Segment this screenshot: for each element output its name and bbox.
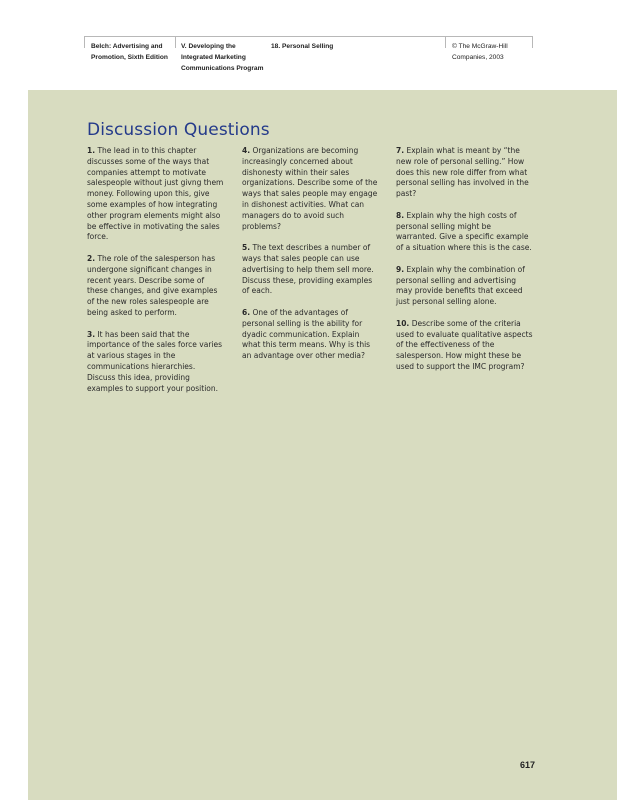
header-divider [175,36,176,48]
question-column-1 [87,146,225,405]
header-chapter: 18. Personal Selling [271,43,334,50]
question-1: 1. The lead in to this chapter discusses some of the ways that companies attempt to motivate salespeople without just givng them money. Following upon this, give some examples of how integrating other program elements might also be effective in motivating the sales force. [87,146,224,242]
question-column-2 [242,146,380,373]
header-rule [84,36,532,37]
question-2: 2. The role of the salesperson has undergone significant changes in recent years. Describe some of these changes, and give examples of the new roles salespeople are being asked to perform. [87,253,218,317]
page-number: 617 [520,760,536,770]
header-part: V. Developing the Integrated Marketing Communications Program [181,43,264,72]
question-9: 9. Explain why the combination of personal selling and advertising may provide benefits that exceed just personal selling alone. [396,264,525,307]
header-divider [445,36,446,48]
question-7: 7. Explain what is meant by “the new role of personal selling.” How does this new role differ from what personal selling has involved in the past? [396,146,529,199]
question-6: 6. One of the advantages of personal selling is the ability for dyadic communication. Explain what this term means. Why is this an advantage over other media? [242,307,371,361]
question-5: 5. The text describes a number of ways that sales people can use advertising to help them sell more. Discuss these, providing examples of each. [242,243,374,296]
running-header [0,0,617,90]
header-divider [84,36,85,48]
header-copyright: © The McGraw-Hill Companies, 2003 [452,43,508,61]
question-3: 3. It has been said that the importance of the sales force varies at various stages in the communications hierarchies. Discuss this idea, providing examples to support your position. [87,329,223,393]
question-column-3 [396,146,534,384]
page-title: Discussion Questions [87,120,270,140]
question-8: 8. Explain why the high costs of personal selling might be warranted. Give a specific example of a situation where this is the case. [396,210,532,253]
question-10: 10. Describe some of the criteria used to evaluate qualitative aspects of the effectiveness of the salesperson. How might these be used to support the IMC program? [396,318,533,371]
header-book: Belch: Advertising and Promotion, Sixth Edition [91,43,168,61]
header-divider [532,36,533,48]
question-4: 4. Organizations are becoming increasingly concerned about dishonesty within their sales organizations. Describe some of the ways that sales people may engage in dishonest activities. What can managers do to avoid such problems? [242,146,378,231]
